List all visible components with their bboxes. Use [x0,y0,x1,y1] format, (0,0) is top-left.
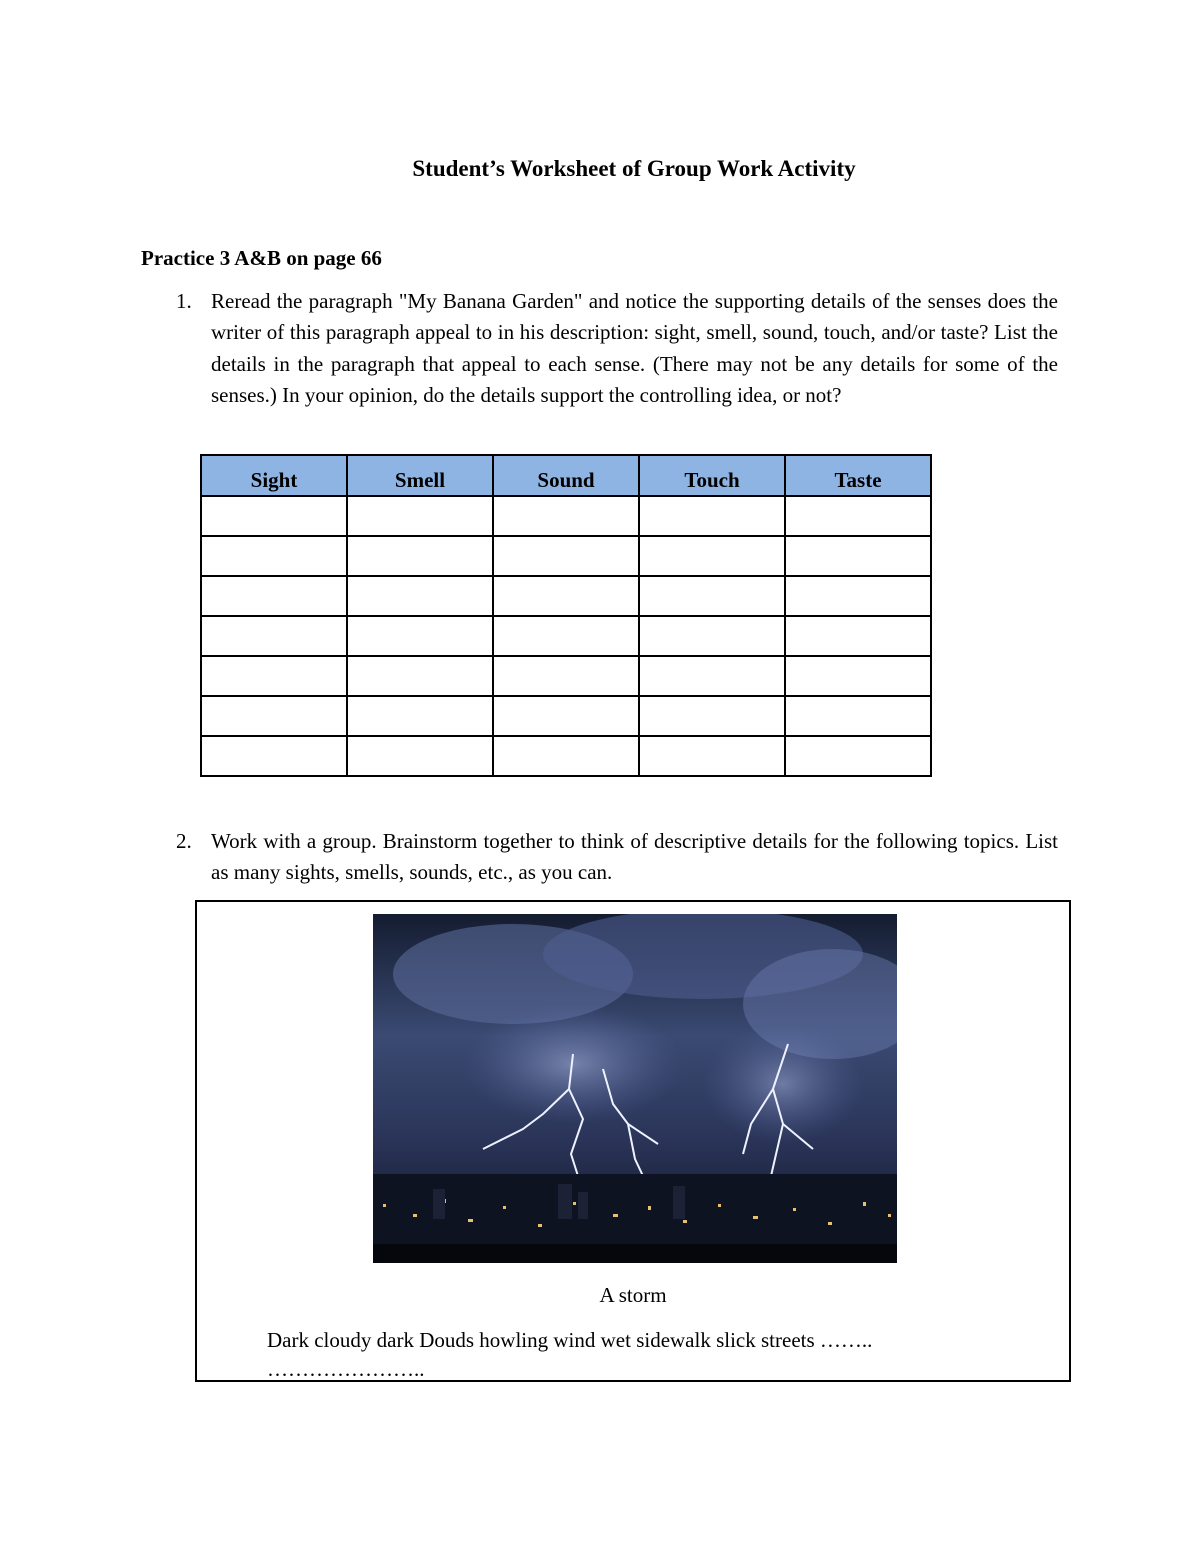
touch-cell [639,496,785,536]
taste-cell [785,736,931,776]
taste-cell [785,576,931,616]
taste-cell [785,536,931,576]
page-title: Student’s Worksheet of Group Work Activity [412,156,856,181]
touch-cell [639,736,785,776]
practice-heading: Practice 3 A&B on page 66 [141,246,382,270]
header-taste: Taste [785,455,931,496]
senses-table [200,454,932,777]
smell-cell [347,536,493,576]
sound-cell [493,496,639,536]
sound-cell [493,536,639,576]
senses-table-row [201,616,931,656]
senses-header-row [201,455,931,496]
smell-cell [347,656,493,696]
topic-caption: A storm [599,1283,667,1307]
senses-table-row [201,576,931,616]
sight-cell [201,696,347,736]
senses-table-row [201,696,931,736]
question-2-number: 2. [176,829,192,853]
question-2 [176,826,1058,889]
question-1 [176,286,1058,411]
sight-cell [201,616,347,656]
touch-cell [639,696,785,736]
smell-cell [347,576,493,616]
smell-cell [347,736,493,776]
sound-cell [493,736,639,776]
question-1-number: 1. [176,289,192,313]
question-1-text: Reread the paragraph "My Banana Garden" and notice the supporting details of the senses does the writer of this paragraph appeal to in his description: sight, smell, sound, touch, and/or taste? List the details in the paragraph that appeal to each sense. (There may not be any details for some of the senses.) In your opinion, do the details support the controlling idea, or not? [211,289,1058,407]
sight-cell [201,496,347,536]
header-smell: Smell [347,455,493,496]
topic-details [267,1326,1027,1384]
senses-table-row [201,536,931,576]
senses-table-row [201,496,931,536]
senses-table-row [201,736,931,776]
sound-cell [493,576,639,616]
touch-cell [639,656,785,696]
sound-cell [493,696,639,736]
sight-cell [201,656,347,696]
touch-cell [639,616,785,656]
topic-details-line-1: Dark cloudy dark Douds howling wind wet sidewalk slick streets …….. [267,1328,873,1352]
taste-cell [785,696,931,736]
sight-cell [201,536,347,576]
question-2-text: Work with a group. Brainstorm together to think of descriptive details for the following topics. List as many sights, smells, sounds, etc., as you can. [211,829,1058,885]
topic-details-line-2: ………………….. [267,1357,425,1381]
smell-cell [347,496,493,536]
header-sight: Sight [201,455,347,496]
header-sound: Sound [493,455,639,496]
sight-cell [201,736,347,776]
senses-table-row [201,656,931,696]
sound-cell [493,656,639,696]
sound-cell [493,616,639,656]
touch-cell [639,536,785,576]
storm-photo [373,914,897,1263]
touch-cell [639,576,785,616]
topic-box [195,900,1071,1382]
taste-cell [785,616,931,656]
taste-cell [785,656,931,696]
taste-cell [785,496,931,536]
header-touch: Touch [639,455,785,496]
smell-cell [347,616,493,656]
smell-cell [347,696,493,736]
sight-cell [201,576,347,616]
